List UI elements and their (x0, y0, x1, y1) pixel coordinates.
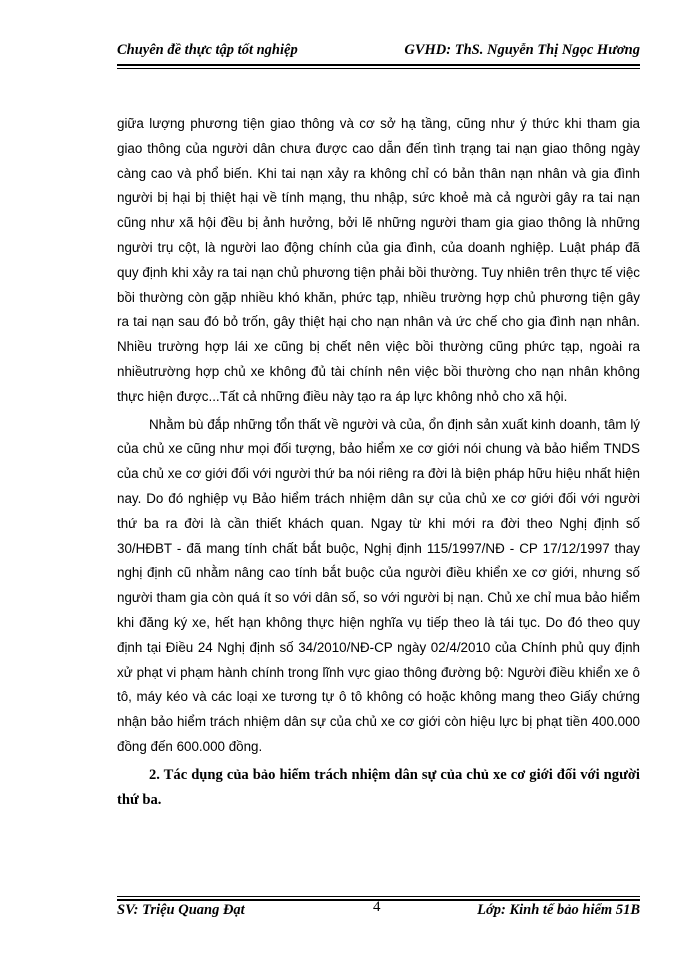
header-left-title: Chuyên đề thực tập tốt nghiệp (117, 42, 298, 58)
document-body (117, 112, 640, 813)
page-header (117, 42, 640, 62)
body-paragraph-2: Nhằm bù đắp những tổn thất về người và của, ổn định sản xuất kinh doanh, tâm lý của chủ xe cũng như mọi đối tượng, bảo hiểm xe cơ giới nói chung và bảo hiểm TNDS của chủ xe cơ giới đối với người thứ ba nói riêng ra đời là biện pháp hữu hiệu nhất hiện nay. Do đó nghiệp vụ Bảo hiểm trách nhiệm dân sự của chủ xe cơ giới đối với người thứ ba ra đời là cần thiết khách quan. Ngay từ khi mới ra đời theo Nghị định số 30/HĐBT - đã mang tính chất bắt buộc, Nghị định 115/1997/NĐ - CP 17/12/1997 thay nghị định cũ nhằm nâng cao tính bắt buộc của người điều khiển xe cơ giới, nhưng số người tham gia còn quá ít so với dân số, so với người bị nạn. Chủ xe chỉ mua bảo hiểm khi đăng ký xe, hết hạn không thực hiện nghĩa vụ tiếp theo là tái tục. Do đó theo quy định tại Điều 24 Nghị định số 34/2010/NĐ-CP ngày 02/4/2010 của Chính phủ quy định xử phạt vi phạm hành chính trong lĩnh vực giao thông đường bộ: Người điều khiển xe ô tô, máy kéo và các loại xe tương tự ô tô không có hoặc không mang theo Giấy chứng nhận bảo hiểm trách nhiệm dân sự của chủ xe cơ giới còn hiệu lực bị phạt tiền 400.000 đồng đến 600.000 đồng. (117, 416, 640, 754)
section-heading-2: 2. Tác dụng của bảo hiểm trách nhiệm dân sự của chủ xe cơ giới đối với người thứ ba. (117, 766, 640, 808)
footer-rule-thin (117, 896, 640, 897)
page-footer (117, 899, 640, 924)
header-rule-thick (117, 64, 640, 66)
footer-student-name: SV: Triệu Quang Đạt (117, 902, 245, 918)
header-right-advisor: GVHD: ThS. Nguyễn Thị Ngọc Hương (404, 42, 640, 58)
header-rule-thin (117, 68, 640, 69)
footer-class-name: Lớp: Kinh tế bảo hiểm 51B (477, 902, 640, 918)
body-paragraph-1: giữa lượng phương tiện giao thông và cơ sở hạ tầng, cũng như ý thức khi tham gia giao thông của người dân chưa được cao dẫn đến tình trạng tai nạn giao thông ngày càng cao và phổ biến. Khi tai nạn xảy ra không chỉ có bản thân nạn nhân và gia đình người bị hại bị thiệt hại về tính mạng, thu nhập, sức khoẻ mà cả người gây ra tai nạn cũng như xã hội đều bị ảnh hưởng, bởi lẽ những người tham gia giao thông là những người trụ cột, là người lao động chính của gia đình, của doanh nghiệp. Luật pháp đã quy định khi xảy ra tai nạn chủ phương tiện phải bồi thường. Tuy nhiên trên thực tế việc bồi thường còn gặp nhiều khó khăn, phức tạp, nhiều trường hợp chủ phương tiện gây ra tai nạn sau đó bỏ trốn, gây thiệt hại cho nạn nhân và ức chế cho gia đình nạn nhân. Nhiều trường hợp lái xe cũng bị chết nên việc bồi thường cũng phức tạp, ngoài ra nhiềutrường hợp chủ xe không đủ tài chính nên việc bồi thường cho nạn nhân không thực hiện được...Tất cả những điều này tạo ra áp lực không nhỏ cho xã hội. (117, 116, 640, 404)
page-number: 4 (373, 899, 381, 915)
